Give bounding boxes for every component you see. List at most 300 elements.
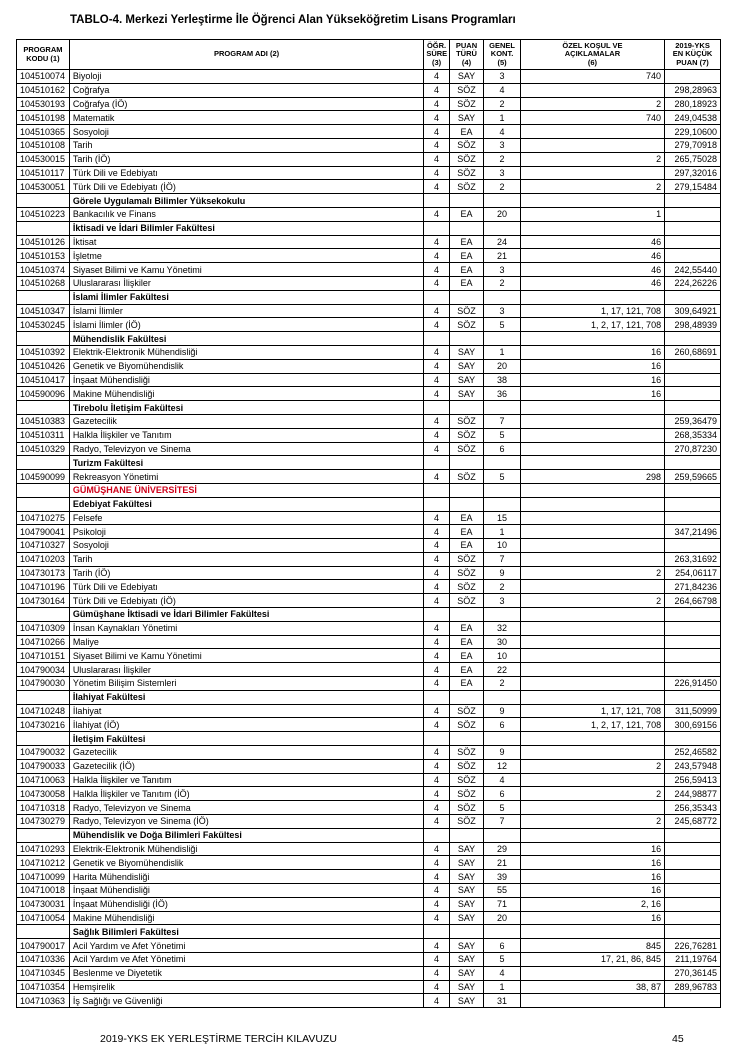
quota-cell: 5 (484, 470, 521, 484)
duration-cell: 4 (424, 235, 449, 249)
score-type-cell: SÖZ (449, 414, 484, 428)
conditions-cell: 740 (520, 111, 664, 125)
conditions-cell (520, 663, 664, 677)
duration-cell: 4 (424, 649, 449, 663)
score-type-cell: EA (449, 525, 484, 539)
duration-cell: 4 (424, 539, 449, 553)
min-score-cell: 347,21496 (665, 525, 721, 539)
program-name-cell: İlahiyat (İÖ) (69, 718, 424, 732)
empty-cell (484, 732, 521, 746)
quota-cell: 9 (484, 746, 521, 760)
score-type-cell: SAY (449, 387, 484, 401)
empty-cell (424, 332, 449, 346)
score-type-cell: SÖZ (449, 552, 484, 566)
empty-cell (484, 332, 521, 346)
col-header-score-type (449, 40, 484, 70)
program-name-cell: Tarih (69, 552, 424, 566)
quota-cell: 2 (484, 152, 521, 166)
score-type-cell: EA (449, 663, 484, 677)
program-code-cell: 104510329 (17, 442, 70, 456)
program-code-cell: 104730031 (17, 897, 70, 911)
program-code-cell: 104530245 (17, 318, 70, 332)
conditions-cell: 845 (520, 939, 664, 953)
score-type-cell: SAY (449, 870, 484, 884)
table-row (17, 263, 721, 277)
empty-cell (665, 690, 721, 704)
program-name-cell: Genetik ve Biyomühendislik (69, 856, 424, 870)
program-name-cell: Coğrafya (İÖ) (69, 97, 424, 111)
program-name-cell: Halkla İlişkiler ve Tanıtım (69, 428, 424, 442)
program-code-cell: 104510392 (17, 345, 70, 359)
faculty-header-row (17, 194, 721, 208)
program-name-cell: İnşaat Mühendisliği (İÖ) (69, 897, 424, 911)
table-row (17, 97, 721, 111)
empty-cell (17, 401, 70, 415)
quota-cell: 21 (484, 856, 521, 870)
program-name-cell: Makine Mühendisliği (69, 387, 424, 401)
empty-cell (665, 497, 721, 511)
empty-cell (424, 497, 449, 511)
duration-cell: 4 (424, 70, 449, 84)
table-row (17, 318, 721, 332)
conditions-cell (520, 649, 664, 663)
score-type-cell: EA (449, 635, 484, 649)
col-header-line: (4) (461, 57, 472, 67)
table-row (17, 718, 721, 732)
table-row (17, 152, 721, 166)
score-type-cell: SÖZ (449, 718, 484, 732)
score-type-cell: SÖZ (449, 470, 484, 484)
quota-cell: 22 (484, 663, 521, 677)
program-name-cell: Coğrafya (69, 83, 424, 97)
program-code-cell: 104710327 (17, 539, 70, 553)
duration-cell: 4 (424, 97, 449, 111)
min-score-cell (665, 870, 721, 884)
score-type-cell: EA (449, 677, 484, 691)
program-name-cell: Acil Yardım ve Afet Yönetimi (69, 939, 424, 953)
conditions-cell: 2 (520, 594, 664, 608)
quota-cell: 71 (484, 897, 521, 911)
table-row (17, 428, 721, 442)
duration-cell: 4 (424, 566, 449, 580)
min-score-cell (665, 663, 721, 677)
empty-cell (449, 194, 484, 208)
program-name-cell: Maliye (69, 635, 424, 649)
duration-cell: 4 (424, 263, 449, 277)
empty-cell (665, 828, 721, 842)
quota-cell: 39 (484, 870, 521, 884)
quota-cell: 7 (484, 815, 521, 829)
conditions-cell: 16 (520, 856, 664, 870)
program-name-cell: Rekreasyon Yönetimi (69, 470, 424, 484)
table-row (17, 677, 721, 691)
faculty-name: İletişim Fakültesi (69, 732, 424, 746)
empty-cell (484, 194, 521, 208)
score-type-cell: SAY (449, 897, 484, 911)
conditions-cell (520, 621, 664, 635)
score-type-cell: SÖZ (449, 83, 484, 97)
conditions-cell: 1, 17, 121, 708 (520, 304, 664, 318)
program-code-cell: 104510198 (17, 111, 70, 125)
program-code-cell: 104710203 (17, 552, 70, 566)
empty-cell (665, 401, 721, 415)
score-type-cell: SAY (449, 359, 484, 373)
duration-cell: 4 (424, 856, 449, 870)
score-type-cell: SAY (449, 373, 484, 387)
min-score-cell: 265,75028 (665, 152, 721, 166)
min-score-cell: 229,10600 (665, 125, 721, 139)
quota-cell: 3 (484, 304, 521, 318)
empty-cell (520, 483, 664, 497)
score-type-cell: SAY (449, 884, 484, 898)
duration-cell: 4 (424, 276, 449, 290)
score-type-cell: SÖZ (449, 594, 484, 608)
conditions-cell (520, 552, 664, 566)
table-row (17, 773, 721, 787)
min-score-cell: 245,68772 (665, 815, 721, 829)
quota-cell: 6 (484, 939, 521, 953)
empty-cell (520, 690, 664, 704)
empty-cell (17, 732, 70, 746)
quota-cell: 10 (484, 649, 521, 663)
program-name-cell: İslami İlimler (İÖ) (69, 318, 424, 332)
program-code-cell: 104790030 (17, 677, 70, 691)
duration-cell: 4 (424, 125, 449, 139)
faculty-header-row (17, 497, 721, 511)
duration-cell: 4 (424, 318, 449, 332)
program-name-cell: Radyo, Televizyon ve Sinema (İÖ) (69, 815, 424, 829)
table-row (17, 663, 721, 677)
score-type-cell: SAY (449, 111, 484, 125)
col-header-name (69, 40, 424, 70)
program-name-cell: Türk Dili ve Edebiyatı (İÖ) (69, 180, 424, 194)
score-type-cell: EA (449, 235, 484, 249)
table-row (17, 815, 721, 829)
empty-cell (484, 497, 521, 511)
conditions-cell (520, 166, 664, 180)
table-row (17, 539, 721, 553)
score-type-cell: EA (449, 125, 484, 139)
col-header-line: TÜRÜ (456, 49, 477, 59)
conditions-cell (520, 677, 664, 691)
min-score-cell (665, 842, 721, 856)
table-row (17, 884, 721, 898)
empty-cell (665, 290, 721, 304)
program-name-cell: İnşaat Mühendisliği (69, 884, 424, 898)
programs-table (16, 39, 721, 1008)
score-type-cell: SÖZ (449, 773, 484, 787)
program-code-cell: 104790033 (17, 759, 70, 773)
quota-cell: 2 (484, 580, 521, 594)
conditions-cell (520, 125, 664, 139)
min-score-cell (665, 249, 721, 263)
footer-guide-title: 2019-YKS EK YERLEŞTİRME TERCİH KILAVUZU (100, 1033, 337, 1045)
program-code-cell: 104730164 (17, 594, 70, 608)
empty-cell (449, 332, 484, 346)
quota-cell: 31 (484, 994, 521, 1008)
empty-cell (484, 925, 521, 939)
table-row (17, 580, 721, 594)
conditions-cell: 1, 17, 121, 708 (520, 704, 664, 718)
program-name-cell: Siyaset Bilimi ve Kamu Yönetimi (69, 649, 424, 663)
program-name-cell: Yönetim Bilişim Sistemleri (69, 677, 424, 691)
min-score-cell (665, 539, 721, 553)
quota-cell: 2 (484, 276, 521, 290)
program-name-cell: Gazetecilik (69, 746, 424, 760)
min-score-cell: 242,55440 (665, 263, 721, 277)
empty-cell (17, 828, 70, 842)
table-row (17, 953, 721, 967)
program-code-cell: 104710099 (17, 870, 70, 884)
program-name-cell: Halkla İlişkiler ve Tanıtım (69, 773, 424, 787)
empty-cell (17, 608, 70, 622)
program-code-cell: 104510383 (17, 414, 70, 428)
min-score-cell: 249,04538 (665, 111, 721, 125)
program-code-cell: 104510153 (17, 249, 70, 263)
faculty-header-row (17, 290, 721, 304)
duration-cell: 4 (424, 911, 449, 925)
empty-cell (520, 925, 664, 939)
quota-cell: 3 (484, 166, 521, 180)
empty-cell (665, 732, 721, 746)
conditions-cell: 16 (520, 884, 664, 898)
conditions-cell (520, 138, 664, 152)
score-type-cell: SÖZ (449, 442, 484, 456)
min-score-cell: 243,57948 (665, 759, 721, 773)
empty-cell (520, 401, 664, 415)
score-type-cell: SÖZ (449, 704, 484, 718)
program-name-cell: Elektrik-Elektronik Mühendisliği (69, 842, 424, 856)
program-name-cell: Elektrik-Elektronik Mühendisliği (69, 345, 424, 359)
program-name-cell: Makine Mühendisliği (69, 911, 424, 925)
table-header-row (17, 40, 721, 70)
duration-cell: 4 (424, 166, 449, 180)
conditions-cell: 16 (520, 870, 664, 884)
score-type-cell: SAY (449, 856, 484, 870)
empty-cell (665, 456, 721, 470)
min-score-cell (665, 387, 721, 401)
program-code-cell: 104710309 (17, 621, 70, 635)
empty-cell (520, 497, 664, 511)
program-name-cell: İlahiyat (69, 704, 424, 718)
table-row (17, 704, 721, 718)
quota-cell: 20 (484, 207, 521, 221)
score-type-cell: SAY (449, 980, 484, 994)
table-row (17, 442, 721, 456)
empty-cell (449, 401, 484, 415)
table-row (17, 373, 721, 387)
duration-cell: 4 (424, 773, 449, 787)
empty-cell (17, 221, 70, 235)
faculty-header-row (17, 690, 721, 704)
duration-cell: 4 (424, 759, 449, 773)
program-name-cell: Acil Yardım ve Afet Yönetimi (69, 953, 424, 967)
quota-cell: 20 (484, 359, 521, 373)
min-score-cell: 263,31692 (665, 552, 721, 566)
min-score-cell (665, 70, 721, 84)
program-code-cell: 104790041 (17, 525, 70, 539)
conditions-cell: 2 (520, 787, 664, 801)
program-code-cell: 104510311 (17, 428, 70, 442)
duration-cell: 4 (424, 152, 449, 166)
col-header-line: PROGRAM ADI (2) (214, 49, 280, 59)
min-score-cell (665, 649, 721, 663)
col-header-code (17, 40, 70, 70)
table-row (17, 621, 721, 635)
program-code-cell: 104530051 (17, 180, 70, 194)
program-code-cell: 104510074 (17, 70, 70, 84)
score-type-cell: SÖZ (449, 746, 484, 760)
conditions-cell: 16 (520, 345, 664, 359)
quota-cell: 1 (484, 345, 521, 359)
table-body (17, 70, 721, 1008)
table-row (17, 801, 721, 815)
duration-cell: 4 (424, 980, 449, 994)
program-name-cell: Tarih (İÖ) (69, 566, 424, 580)
empty-cell (424, 483, 449, 497)
duration-cell: 4 (424, 552, 449, 566)
empty-cell (17, 332, 70, 346)
faculty-header-row (17, 401, 721, 415)
min-score-cell: 279,15484 (665, 180, 721, 194)
table-row (17, 166, 721, 180)
empty-cell (484, 221, 521, 235)
min-score-cell: 279,70918 (665, 138, 721, 152)
quota-cell: 5 (484, 318, 521, 332)
empty-cell (449, 828, 484, 842)
score-type-cell: EA (449, 539, 484, 553)
faculty-header-row (17, 456, 721, 470)
conditions-cell: 2 (520, 759, 664, 773)
min-score-cell: 224,26226 (665, 276, 721, 290)
faculty-header-row (17, 221, 721, 235)
quota-cell: 30 (484, 635, 521, 649)
duration-cell: 4 (424, 594, 449, 608)
score-type-cell: SÖZ (449, 428, 484, 442)
program-code-cell: 104730279 (17, 815, 70, 829)
faculty-name: Tirebolu İletişim Fakültesi (69, 401, 424, 415)
empty-cell (665, 221, 721, 235)
program-name-cell: İslami İlimler (69, 304, 424, 318)
col-header-line: (5) (497, 57, 507, 67)
table-row (17, 414, 721, 428)
col-header-line: AÇIKLAMALAR (564, 49, 621, 59)
table-row (17, 345, 721, 359)
quota-cell: 29 (484, 842, 521, 856)
min-score-cell (665, 856, 721, 870)
empty-cell (665, 332, 721, 346)
program-code-cell: 104530015 (17, 152, 70, 166)
duration-cell: 4 (424, 345, 449, 359)
quota-cell: 4 (484, 966, 521, 980)
program-name-cell: Tarih (69, 138, 424, 152)
program-code-cell: 104510417 (17, 373, 70, 387)
empty-cell (484, 483, 521, 497)
min-score-cell: 311,50999 (665, 704, 721, 718)
min-score-cell (665, 994, 721, 1008)
conditions-cell (520, 511, 664, 525)
score-type-cell: EA (449, 649, 484, 663)
faculty-header-row (17, 732, 721, 746)
empty-cell (449, 608, 484, 622)
conditions-cell: 2 (520, 180, 664, 194)
table-row (17, 70, 721, 84)
score-type-cell: SÖZ (449, 97, 484, 111)
table-row (17, 359, 721, 373)
conditions-cell (520, 580, 664, 594)
program-name-cell: Türk Dili ve Edebiyatı (69, 166, 424, 180)
min-score-cell (665, 621, 721, 635)
program-code-cell: 104730173 (17, 566, 70, 580)
col-header-line: KODU (1) (26, 53, 60, 63)
table-row (17, 470, 721, 484)
conditions-cell: 740 (520, 70, 664, 84)
duration-cell: 4 (424, 704, 449, 718)
university-name: GÜMÜŞHANE ÜNİVERSİTESİ (69, 483, 424, 497)
col-header-line: (6) (587, 57, 598, 67)
table-row (17, 83, 721, 97)
score-type-cell: SÖZ (449, 787, 484, 801)
table-row (17, 525, 721, 539)
col-header-line: SÜRE (426, 49, 448, 59)
quota-cell: 20 (484, 911, 521, 925)
quota-cell: 2 (484, 677, 521, 691)
duration-cell: 4 (424, 897, 449, 911)
table-row (17, 787, 721, 801)
quota-cell: 6 (484, 787, 521, 801)
program-name-cell: İş Sağlığı ve Güvenliği (69, 994, 424, 1008)
program-name-cell: Genetik ve Biyomühendislik (69, 359, 424, 373)
min-score-cell: 298,48939 (665, 318, 721, 332)
empty-cell (449, 483, 484, 497)
table-row (17, 966, 721, 980)
program-code-cell: 104510426 (17, 359, 70, 373)
quota-cell: 2 (484, 180, 521, 194)
empty-cell (665, 194, 721, 208)
duration-cell: 4 (424, 953, 449, 967)
conditions-cell: 16 (520, 359, 664, 373)
quota-cell: 3 (484, 70, 521, 84)
program-name-cell: Uluslararası İlişkiler (69, 663, 424, 677)
table-row (17, 994, 721, 1008)
program-code-cell: 104510108 (17, 138, 70, 152)
min-score-cell (665, 911, 721, 925)
table-row (17, 180, 721, 194)
quota-cell: 1 (484, 111, 521, 125)
table-row (17, 594, 721, 608)
faculty-name: Mühendislik ve Doğa Bilimleri Fakültesi (69, 828, 424, 842)
min-score-cell: 259,59665 (665, 470, 721, 484)
conditions-cell: 46 (520, 276, 664, 290)
table-row (17, 387, 721, 401)
empty-cell (449, 290, 484, 304)
duration-cell: 4 (424, 83, 449, 97)
empty-cell (665, 608, 721, 622)
duration-cell: 4 (424, 815, 449, 829)
table-row (17, 759, 721, 773)
conditions-cell: 16 (520, 842, 664, 856)
min-score-cell: 309,64921 (665, 304, 721, 318)
min-score-cell (665, 884, 721, 898)
conditions-cell (520, 746, 664, 760)
program-code-cell: 104710363 (17, 994, 70, 1008)
conditions-cell: 2 (520, 97, 664, 111)
table-row (17, 911, 721, 925)
program-name-cell: Biyoloji (69, 70, 424, 84)
score-type-cell: SÖZ (449, 801, 484, 815)
conditions-cell (520, 635, 664, 649)
conditions-cell: 1 (520, 207, 664, 221)
